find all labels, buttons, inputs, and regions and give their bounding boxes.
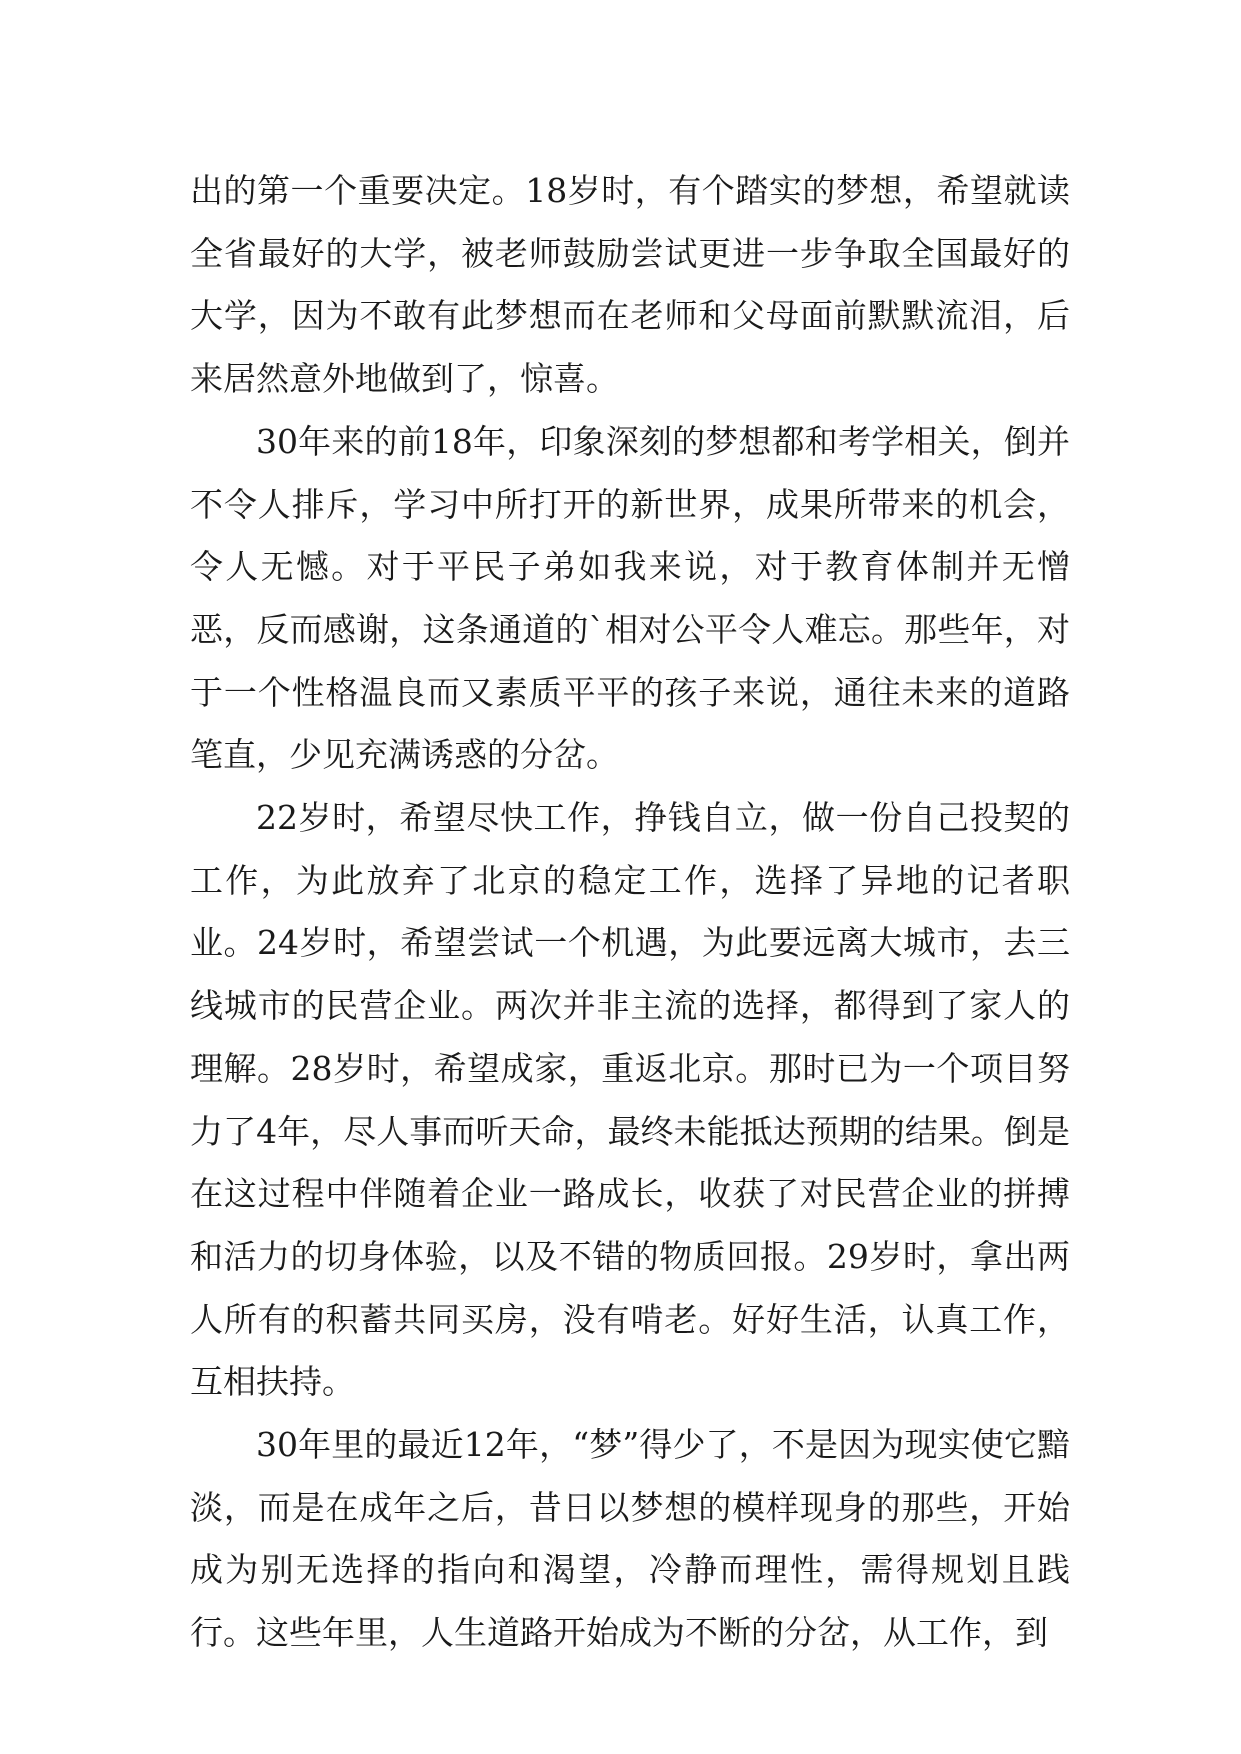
- paragraph-2: 30年来的前18年，印象深刻的梦想都和考学相关，倒并不令人排斥，学习中所打开的新世界，成果所带来的机会，令人无憾。对于平民子弟如我来说，对于教育体制并无憎恶，反而感谢，这条通道的`相对公平令人难忘。那些年，对于一个性格温良而又素质平平的孩子来说，通往未来的道路笔直，少见充满诱惑的分岔。: [190, 421, 1070, 775]
- document-body: [190, 160, 1070, 1665]
- paragraph-1: 出的第一个重要决定。18岁时，有个踏实的梦想，希望就读全省最好的大学，被老师鼓励尝试更进一步争取全国最好的大学，因为不敢有此梦想而在老师和父母面前默默流泪，后来居然意外地做到了，惊喜。: [190, 171, 1070, 399]
- paragraph-3: 22岁时，希望尽快工作，挣钱自立，做一份自己投契的工作，为此放弃了北京的稳定工作，选择了异地的记者职业。24岁时，希望尝试一个机遇，为此要远离大城市，去三线城市的民营企业。两次并非主流的选择，都得到了家人的理解。28岁时，希望成家，重返北京。那时已为一个项目努力了4年，尽人事而听天命，最终未能抵达预期的结果。倒是在这过程中伴随着企业一路成长，收获了对民营企业的拼搏和活力的切身体验，以及不错的物质回报。29岁时，拿出两人所有的积蓄共同买房，没有啃老。好好生活，认真工作，互相扶持。: [190, 798, 1070, 1402]
- paragraph-4: 30年里的最近12年，“梦”得少了，不是因为现实使它黯淡，而是在成年之后，昔日以梦想的模样现身的那些，开始成为别无选择的指向和渴望，冷静而理性，需得规划且践行。这些年里，人生道路开始成为不断的分岔，从工作，到: [190, 1425, 1070, 1653]
